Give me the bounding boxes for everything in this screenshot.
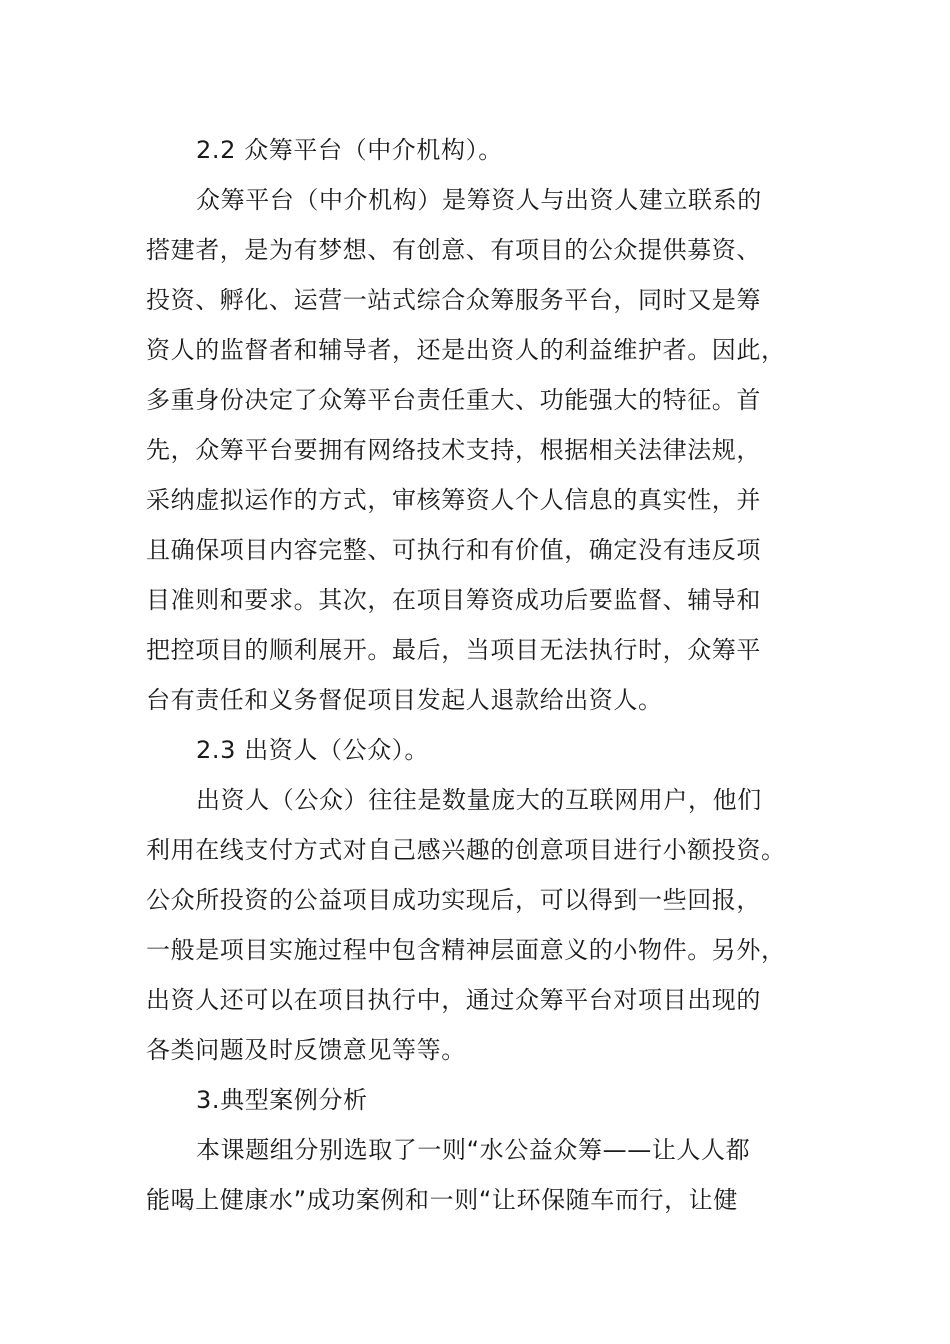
paragraph-line: 能喝上健康水”成功案例和一则“让环保随车而行，让健 [146,1186,738,1214]
paragraph-line: 各类问题及时反馈意见等等。 [146,1036,466,1064]
paragraph-line: 一般是项目实施过程中包含精神层面意义的小物件。另外， [146,936,786,964]
paragraph-line: 资人的监督者和辅导者，还是出资人的利益维护者。因此， [146,336,786,364]
paragraph-line: 采纳虚拟运作的方式，审核筹资人个人信息的真实性，并 [146,486,761,514]
paragraph-line: 出资人（公众）往往是数量庞大的互联网用户，他们 [196,786,762,814]
paragraph-line: 出资人还可以在项目执行中，通过众筹平台对项目出现的 [146,986,761,1014]
section-heading: 3.典型案例分析 [196,1086,368,1114]
section-heading: 2.3 出资人（公众）。 [196,736,429,764]
paragraph-line: 先，众筹平台要拥有网络技术支持，根据相关法律法规， [146,436,761,464]
paragraph-line: 且确保项目内容完整、可执行和有价值，确定没有违反项 [146,536,761,564]
paragraph-line: 众筹平台（中介机构）是筹资人与出资人建立联系的 [196,186,762,214]
paragraph-line: 公众所投资的公益项目成功实现后，可以得到一些回报， [146,886,761,914]
paragraph-line: 多重身份决定了众筹平台责任重大、功能强大的特征。首 [146,386,761,414]
paragraph-line: 搭建者，是为有梦想、有创意、有项目的公众提供募资、 [146,236,761,264]
paragraph-line: 投资、孵化、运营一站式综合众筹服务平台，同时又是筹 [146,286,761,314]
section-heading: 2.2 众筹平台（中介机构）。 [196,136,503,164]
paragraph-line: 利用在线支付方式对自己感兴趣的创意项目进行小额投资。 [146,836,786,864]
paragraph-line: 本课题组分别选取了一则“水公益众筹——让人人都 [196,1136,751,1164]
paragraph-line: 把控项目的顺利展开。最后，当项目无法执行时，众筹平 [146,636,761,664]
paragraph-line: 台有责任和义务督促项目发起人退款给出资人。 [146,686,663,714]
paragraph-line: 目准则和要求。其次，在项目筹资成功后要监督、辅导和 [146,586,761,614]
